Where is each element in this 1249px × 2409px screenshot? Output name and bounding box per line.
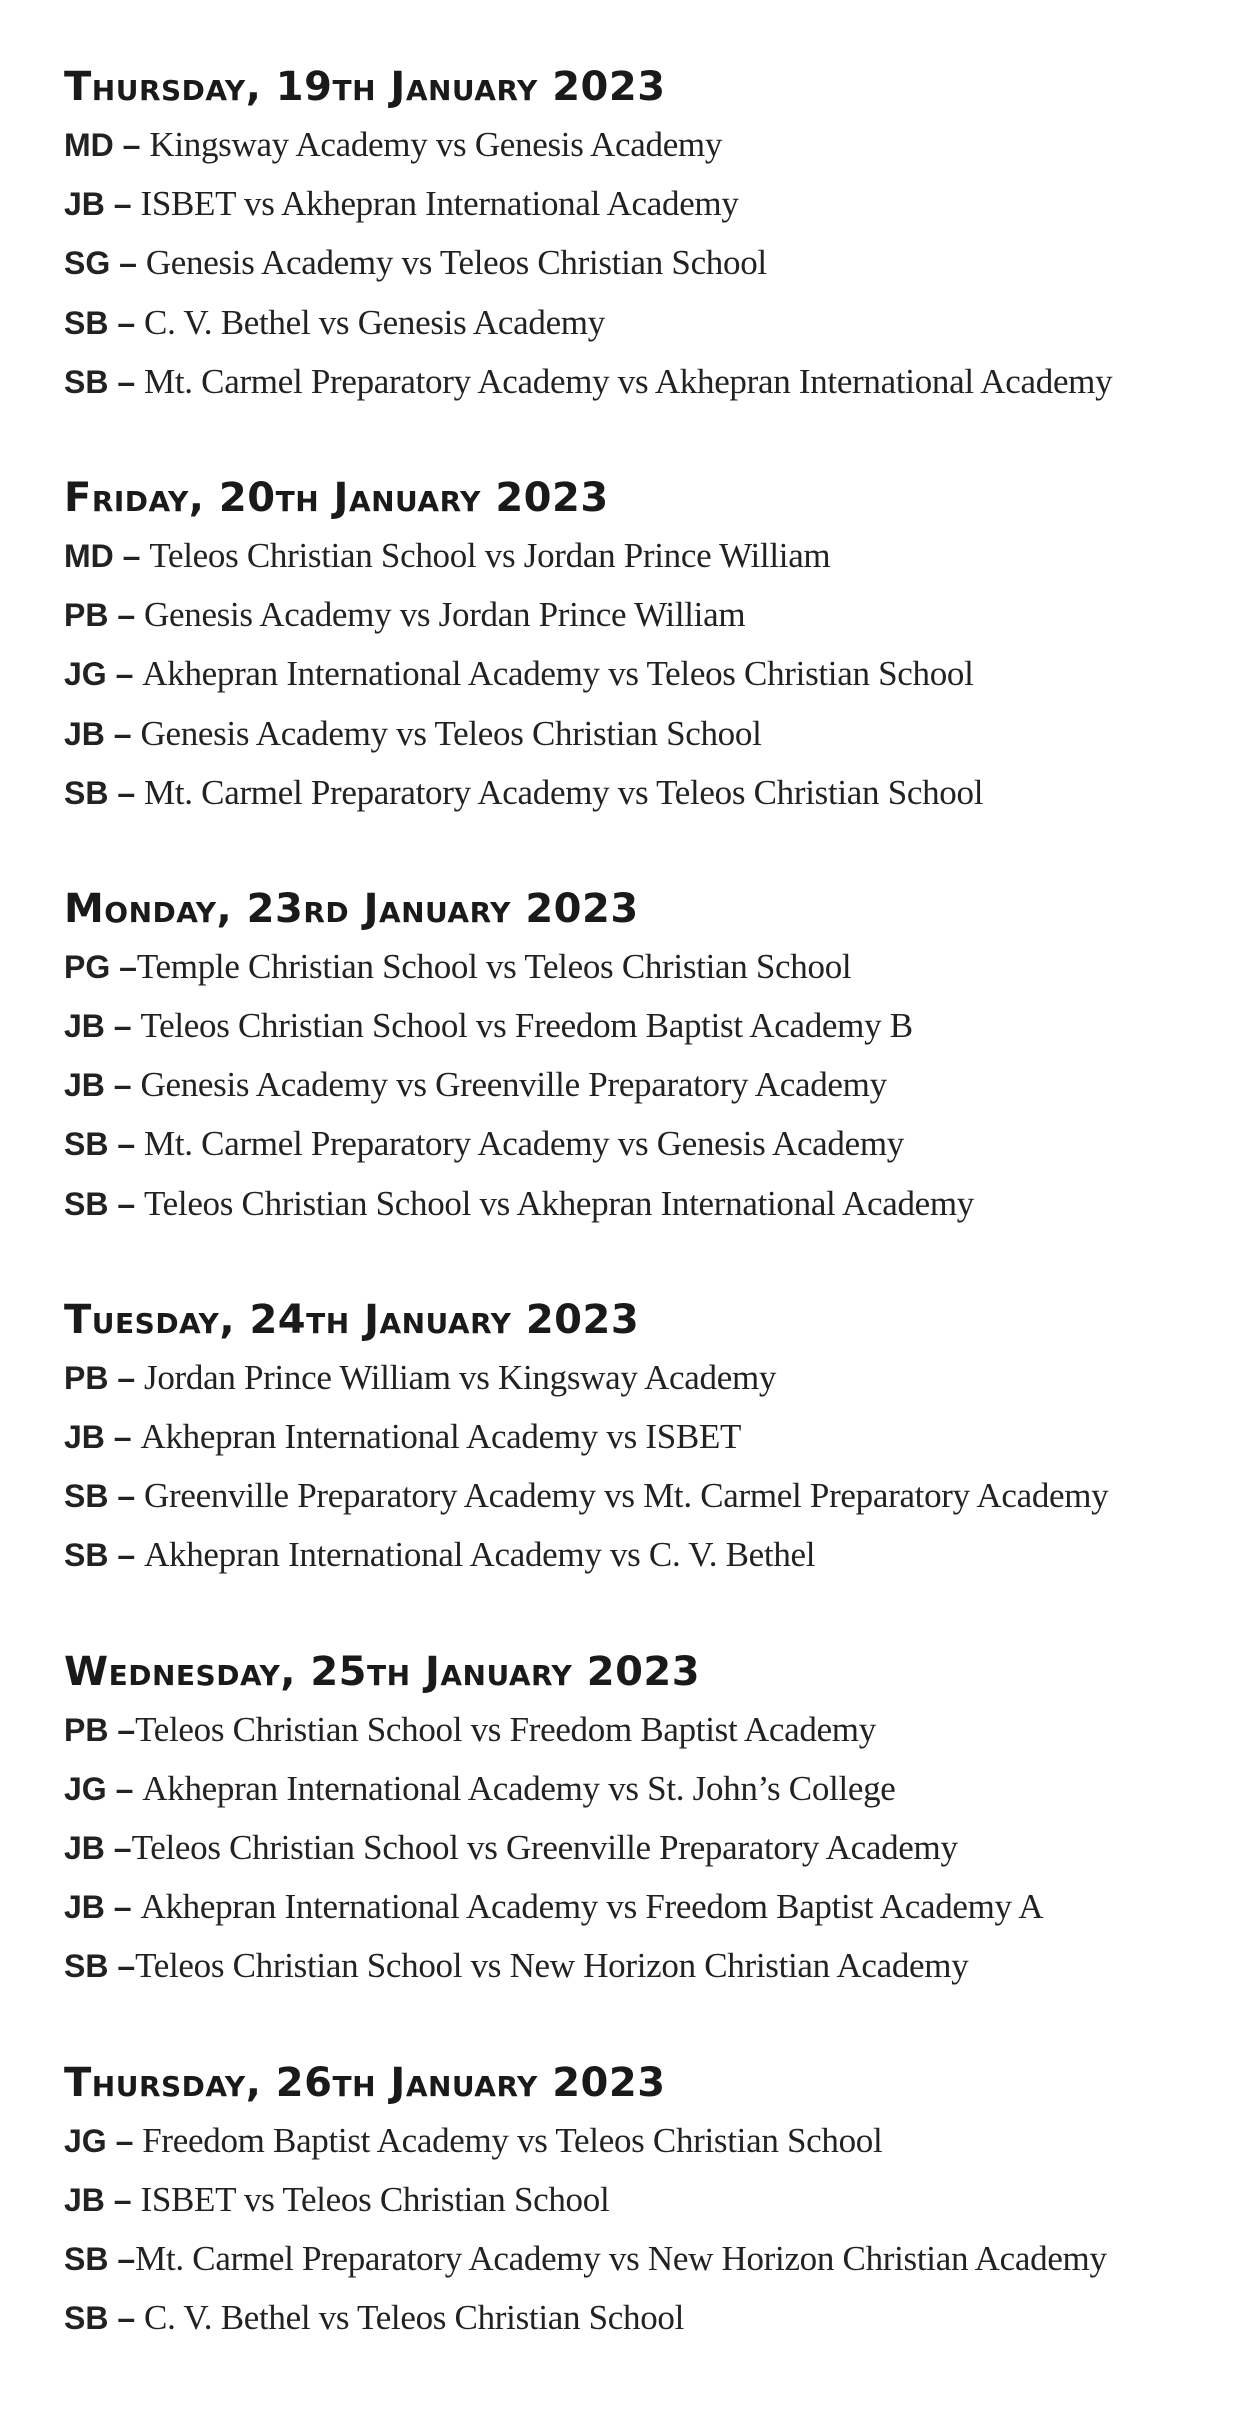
match-line [64,1348,1224,1407]
match-teams: Temple Christian School vs Teleos Christian School [136,946,852,986]
match-teams: ISBET vs Teleos Christian School [140,2179,610,2219]
sport-code: PB [64,1359,109,1396]
separator: – [108,597,145,634]
day-heading: Thursday, 19th January 2023 [64,64,666,110]
match-line [64,2170,1224,2229]
match-teams: Mt. Carmel Preparatory Academy vs Genesis Academy [144,1124,904,1164]
separator: – [108,1478,145,1515]
match-line [64,937,1224,996]
match-teams: Teleos Christian School vs New Horizon Christian Academy [135,1946,969,1986]
separator: – [108,1948,136,1985]
separator: – [104,1419,141,1455]
day-section [64,1647,1224,1996]
day-section [64,884,1224,1233]
match-teams: Akhepran International Academy vs St. John’s College [142,1768,896,1808]
sport-code: JB [64,1419,105,1455]
match-line [64,1466,1224,1525]
separator: – [106,1770,143,1807]
match-line [64,996,1224,1055]
sport-code: PB [64,1711,109,1748]
match-line [64,644,1224,703]
separator: – [106,656,143,693]
match-teams: Greenville Preparatory Academy vs Mt. Carmel Preparatory Academy [144,1476,1109,1516]
sport-code: SB [64,363,109,400]
separator: – [108,363,145,400]
separator: – [110,245,146,282]
day-heading: Tuesday, 24th January 2023 [64,1296,640,1343]
day-section [64,2058,1224,2348]
match-line [64,526,1224,585]
sport-code: JB [64,186,105,223]
separator: – [108,2300,145,2337]
day-heading: Monday, 23rd January 2023 [64,885,639,932]
separator: – [108,1711,136,1748]
sport-code: JG [64,656,107,693]
sport-code: SB [64,1537,109,1574]
sport-code: JB [64,1889,105,1926]
sport-code: JB [64,2181,105,2218]
sport-code: SB [64,1478,109,1515]
match-line [64,2111,1224,2170]
match-teams: Genesis Academy vs Jordan Prince William [144,595,746,635]
day-section [64,473,1224,822]
match-line [64,352,1224,411]
sport-code: JG [64,2122,107,2159]
separator: – [108,2240,136,2277]
schedule-document [64,62,1224,2409]
match-line [64,1818,1224,1877]
separator: – [104,1829,132,1866]
match-teams: Genesis Academy vs Teleos Christian School [145,243,767,283]
match-teams: Jordan Prince William vs Kingsway Academy [144,1357,777,1397]
match-line [64,293,1224,352]
sport-code: JB [64,1008,105,1045]
separator: – [110,948,137,985]
match-teams: Kingsway Academy vs Genesis Academy [149,125,723,164]
match-teams: Mt. Carmel Preparatory Academy vs Teleos Christian School [144,772,984,812]
match-teams: Akhepran International Academy vs C. V. Bethel [144,1535,816,1575]
match-teams: Genesis Academy vs Teleos Christian School [140,713,762,753]
separator: – [104,715,141,752]
day-section [64,62,1224,411]
match-line [64,1055,1224,1114]
separator: – [104,2181,141,2218]
sport-code: JG [64,1770,107,1807]
day-heading: Wednesday, 25th January 2023 [64,1648,701,1695]
match-teams: ISBET vs Akhepran International Academy [140,184,739,224]
sport-code: JB [64,1829,105,1866]
separator: – [108,1359,145,1396]
sport-code: JB [64,715,105,752]
match-line [64,2288,1224,2347]
sport-code: MD [64,127,114,163]
separator: – [108,1126,145,1163]
separator: – [108,1185,145,1222]
sport-code: MD [64,537,114,574]
match-teams: Genesis Academy vs Greenville Preparatory Academy [140,1065,887,1105]
sport-code: PG [64,948,111,985]
separator: – [108,1537,145,1574]
match-line [64,233,1224,292]
sport-code: SB [64,304,109,341]
separator: – [106,2122,143,2159]
match-teams: Teleos Christian School vs Greenville Preparatory Academy [131,1827,958,1867]
sport-code: SB [64,1185,109,1222]
match-line [64,2229,1224,2288]
separator: – [104,1008,141,1045]
day-heading: Thursday, 26th January 2023 [64,2059,666,2106]
match-teams: C. V. Bethel vs Genesis Academy [144,302,605,342]
match-teams: Teleos Christian School vs Akhepran International Academy [144,1183,975,1223]
match-teams: Teleos Christian School vs Freedom Baptist Academy B [140,1006,913,1046]
match-teams: C. V. Bethel vs Teleos Christian School [144,2298,685,2338]
separator: – [108,774,145,811]
day-heading: Friday, 20th January 2023 [64,474,609,521]
match-teams: Mt. Carmel Preparatory Academy vs New Horizon Christian Academy [135,2238,1107,2278]
sport-code: SB [64,774,109,811]
sport-code: SB [64,1126,109,1163]
sport-code: SB [64,1948,109,1985]
match-line [64,763,1224,822]
match-line [64,704,1224,763]
sport-code: SB [64,2300,109,2337]
match-teams: Teleos Christian School vs Freedom Baptist Academy [135,1709,876,1749]
match-teams: Freedom Baptist Academy vs Teleos Christian School [142,2120,883,2160]
separator: – [113,127,150,163]
match-teams: Akhepran International Academy vs Freedom Baptist Academy A [140,1887,1044,1927]
match-teams: Mt. Carmel Preparatory Academy vs Akhepran International Academy [144,361,1113,401]
separator: – [104,1889,141,1926]
match-line [64,1525,1224,1584]
match-line [64,1114,1224,1173]
separator: – [113,537,150,574]
sport-code: SG [64,245,111,282]
match-line [64,174,1224,233]
match-teams: Akhepran International Academy vs ISBET [140,1417,742,1456]
match-line [64,1936,1224,1995]
match-line [64,1407,1224,1466]
match-line [64,115,1224,174]
match-line [64,1877,1224,1936]
separator: – [104,1067,141,1104]
day-section [64,1295,1224,1585]
sport-code: SB [64,2240,109,2277]
match-line [64,1700,1224,1759]
match-line [64,1174,1224,1233]
match-line [64,1759,1224,1818]
separator: – [104,186,141,223]
match-line [64,585,1224,644]
separator: – [108,304,145,341]
sport-code: PB [64,597,109,634]
match-teams: Akhepran International Academy vs Teleos Christian School [142,654,974,694]
match-teams: Teleos Christian School vs Jordan Prince William [149,535,831,575]
sport-code: JB [64,1067,105,1104]
